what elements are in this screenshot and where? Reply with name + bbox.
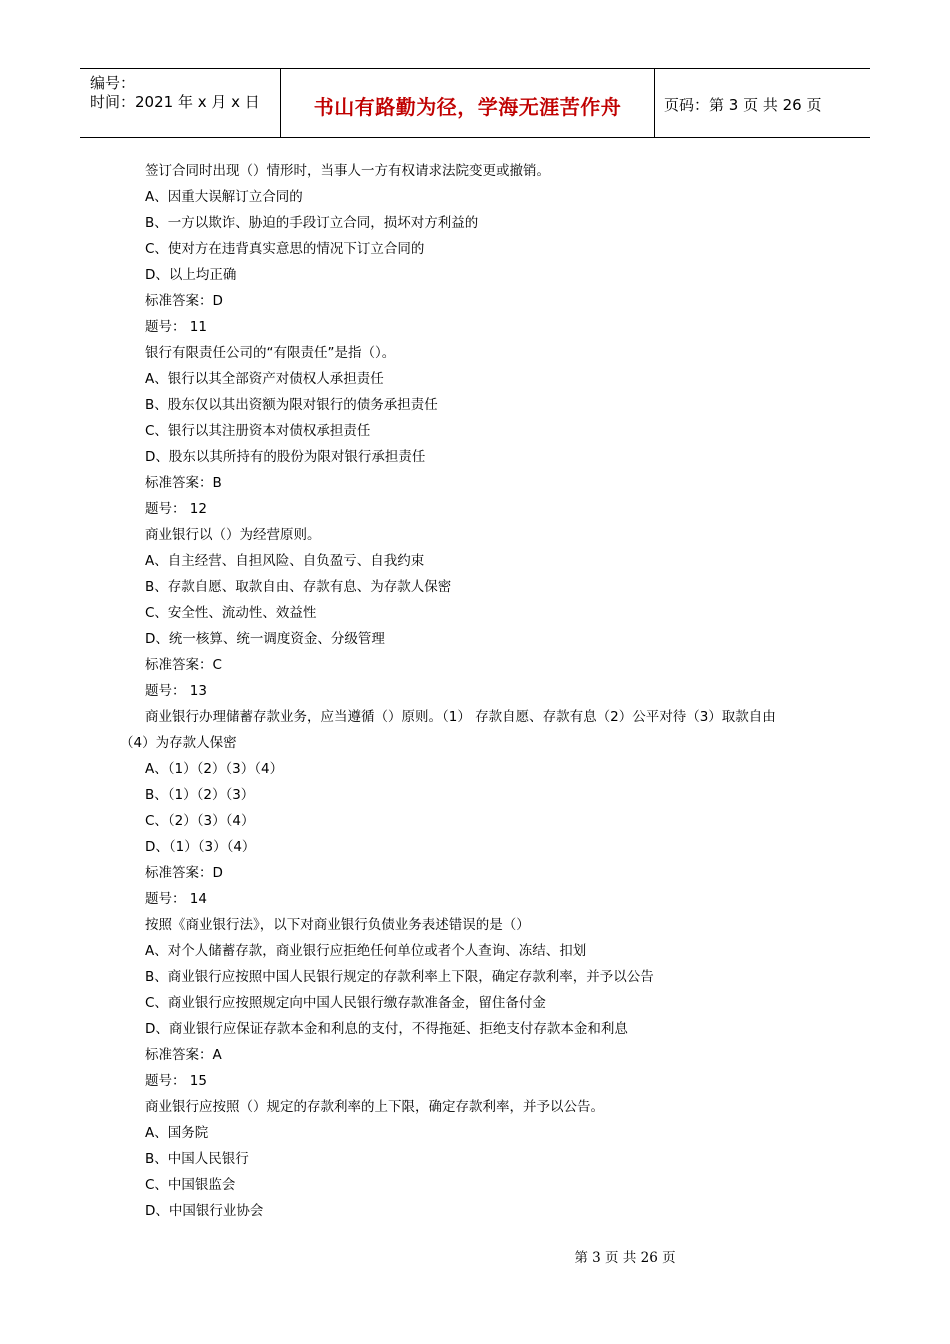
option-a: A、国务院 [145,1125,209,1141]
option-b: B、中国人民银行 [145,1151,249,1167]
question-text-continued: （4）为存款人保密 [120,735,237,751]
option-a: A、（1）（2）（3）（4） [145,761,284,777]
option-c: C、中国银监会 [145,1177,236,1193]
header-motto: 书山有路勤为径，学海无涯苦作舟 [313,95,622,119]
option-c: C、商业银行应按照规定向中国人民银行缴存款准备金，留住备付金 [145,995,546,1011]
option-b: B、存款自愿、取款自由、存款有息、为存款人保密 [145,579,452,595]
option-d: D、统一核算、统一调度资金、分级管理 [145,631,385,647]
question-text: 商业银行办理储蓄存款业务，应当遵循（）原则。（1） 存款自愿、存款有息（2）公平对待（3）取款自由 [145,709,776,725]
question-text: 按照《商业银行法》，以下对商业银行负债业务表述错误的是（） [145,917,530,933]
question-text: 商业银行以（）为经营原则。 [145,527,321,543]
option-b: B、（1）（2）（3） [145,787,255,803]
header-page-cell [654,69,870,137]
question-number: 题号： 15 [145,1073,207,1089]
option-c: C、使对方在违背真实意思的情况下订立合同的 [145,241,425,257]
question-number: 题号： 13 [145,683,207,699]
answer-line: 标准答案：D [145,293,223,309]
option-d: D、（1）（3）（4） [145,839,256,855]
option-c: C、安全性、流动性、效益性 [145,605,317,621]
option-a: A、银行以其全部资产对债权人承担责任 [145,371,384,387]
option-b: B、商业银行应按照中国人民银行规定的存款利率上下限，确定存款利率，并予以公告 [145,969,654,985]
option-d: D、中国银行业协会 [145,1203,264,1219]
answer-line: 标准答案：D [145,865,223,881]
option-a: A、对个人储蓄存款，商业银行应拒绝任何单位或者个人查询、冻结、扣划 [145,943,587,959]
question-number: 题号： 12 [145,501,207,517]
answer-line: 标准答案：B [145,475,222,491]
question-number: 题号： 14 [145,891,207,907]
option-b: B、股东仅以其出资额为限对银行的债务承担责任 [145,397,438,413]
header-motto-cell [280,69,655,137]
document-number-label: 编号： [90,74,136,92]
header-page-info: 页码：第 3 页 共 26 页 [664,96,822,114]
page-footer: 第 3 页 共 26 页 [574,1250,676,1266]
question-text: 银行有限责任公司的“有限责任”是指（）。 [145,345,396,361]
page-header [80,68,870,138]
option-d: D、股东以其所持有的股份为限对银行承担责任 [145,449,426,465]
header-meta [80,69,280,137]
option-c: C、（2）（3）（4） [145,813,255,829]
option-c: C、银行以其注册资本对债权承担责任 [145,423,371,439]
question-text: 商业银行应按照（）规定的存款利率的上下限，确定存款利率，并予以公告。 [145,1099,604,1115]
option-d: D、商业银行应保证存款本金和利息的支付，不得拖延、拒绝支付存款本金和利息 [145,1021,628,1037]
question-text: 签订合同时出现（）情形时，当事人一方有权请求法院变更或撤销。 [145,163,550,179]
option-a: A、自主经营、自担风险、自负盈亏、自我约束 [145,553,425,569]
document-date: 时间：2021 年 x 月 x 日 [90,93,260,111]
option-a: A、因重大误解订立合同的 [145,189,303,205]
answer-line: 标准答案：C [145,657,222,673]
option-d: D、以上均正确 [145,267,237,283]
option-b: B、一方以欺诈、胁迫的手段订立合同，损坏对方利益的 [145,215,479,231]
answer-line: 标准答案：A [145,1047,222,1063]
question-number: 题号： 11 [145,319,207,335]
